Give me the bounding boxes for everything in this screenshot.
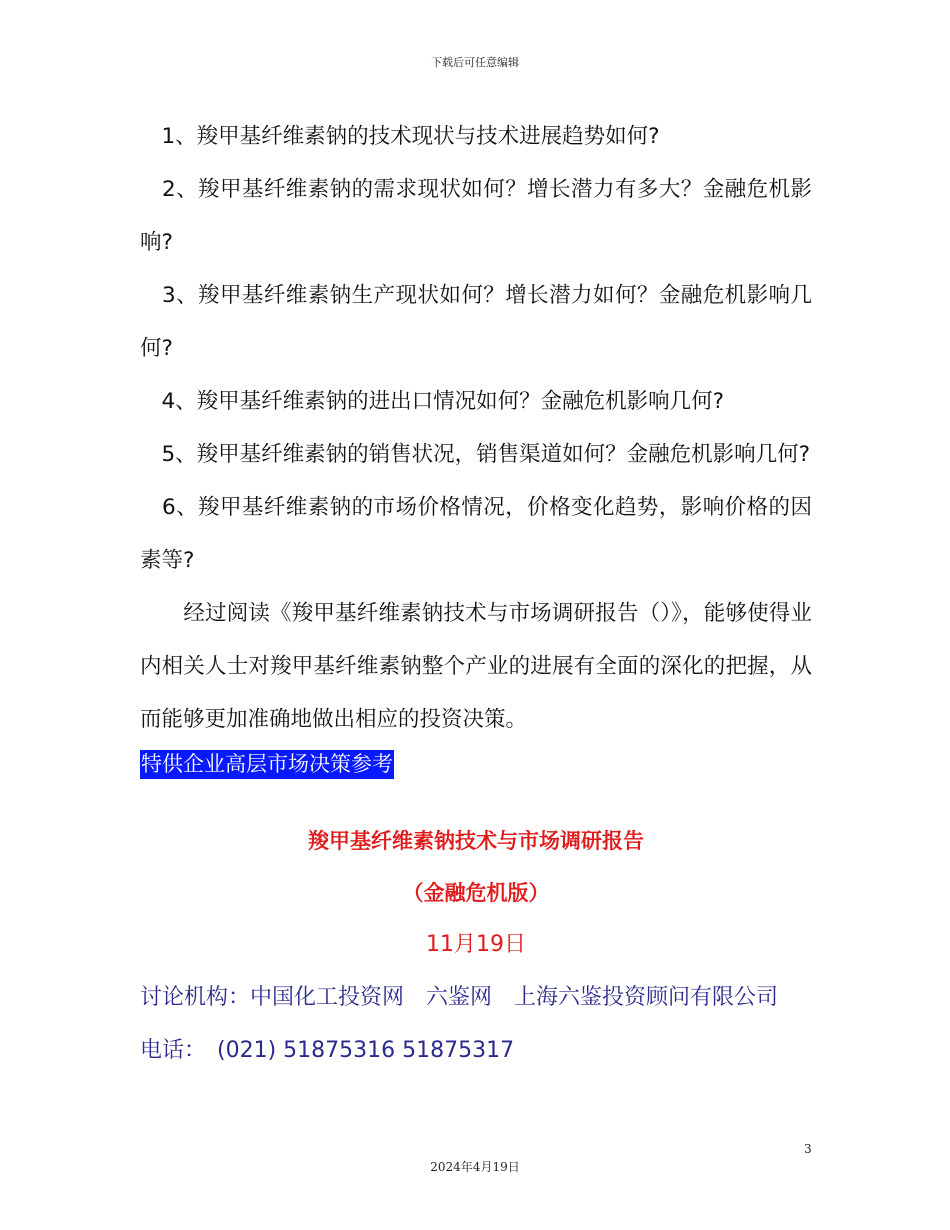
contact-organization: 讨论机构：中国化工投资网 六鉴网 上海六鉴投资顾问有限公司 bbox=[140, 985, 779, 1010]
contact-phone: 电话： (021) 51875316 51875317 bbox=[140, 1038, 515, 1063]
highlight-line bbox=[140, 746, 812, 779]
report-date: 11月19日 bbox=[426, 932, 526, 957]
report-title: 羧甲基纤维素钠技术与市场调研报告 bbox=[308, 829, 644, 853]
page-header: 下载后可任意编辑 bbox=[431, 56, 519, 69]
footer-date: 2024年4月19日 bbox=[430, 1160, 520, 1174]
page-number: 3 bbox=[804, 1142, 812, 1156]
question-1: 1、羧甲基纤维素钠的技术现状与技术进展趋势如何? bbox=[140, 124, 660, 149]
summary-paragraph: 经过阅读《羧甲基纤维素钠技术与市场调研报告（）》，能够使得业内相关人士对羧甲基纤维素钠整个产业的进展有全面的深化的把握，从而能够更加准确地做出相应的投资决策。 bbox=[140, 601, 812, 732]
question-2: 2、羧甲基纤维素钠的需求现状如何？增长潜力有多大？金融危机影响? bbox=[140, 177, 812, 255]
question-6: 6、羧甲基纤维素钠的市场价格情况，价格变化趋势，影响价格的因素等? bbox=[140, 495, 812, 573]
question-3: 3、羧甲基纤维素钠生产现状如何？增长潜力如何？金融危机影响几何? bbox=[140, 283, 812, 361]
question-4: 4、羧甲基纤维素钠的进出口情况如何？金融危机影响几何? bbox=[140, 389, 725, 414]
highlight-text: 特供企业高层市场决策参考 bbox=[140, 750, 394, 779]
document-body bbox=[140, 110, 812, 1077]
report-subtitle: （金融危机版） bbox=[402, 881, 550, 905]
question-5: 5、羧甲基纤维素钠的销售状况，销售渠道如何？金融危机影响几何? bbox=[140, 442, 811, 467]
